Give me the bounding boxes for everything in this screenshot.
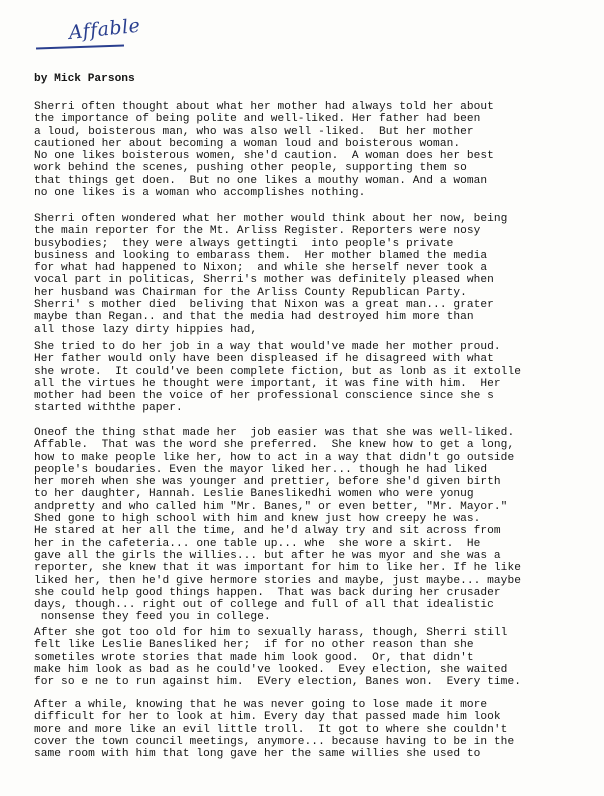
paragraph-3 xyxy=(34,341,594,415)
text-line: Oneof the thing sthat made her job easier was that she was well-liked. xyxy=(34,427,515,439)
text-line: mother had been the voice of her professional conscience since she s xyxy=(34,390,494,403)
text-line: vocal part in politicas, Sherri's mother was definitely pleased when xyxy=(34,274,494,287)
text-line: make him look as bad as he could've looked. Evey election, she waited xyxy=(34,663,508,676)
author-byline: by Mick Parsons xyxy=(34,73,135,85)
text-line: felt like Leslie Banesliked her; if for no other reason than she xyxy=(34,639,474,652)
paragraph-5 xyxy=(34,627,594,688)
text-line: how to make people like her, how to act in a way that didn't go outside xyxy=(34,451,515,464)
text-line: her husband was Chairman for the Arliss County Republican Party. xyxy=(34,286,467,299)
paragraph-1 xyxy=(34,101,594,199)
text-line: After a while, knowing that he was never going to lose made it more xyxy=(34,699,488,711)
text-line: cover the town council meetings, anymore... because having to be in the xyxy=(34,735,515,748)
text-line: for so e ne to run against him. EVery election, Banes won. Every time. xyxy=(34,676,521,689)
text-line: that things get doen. But no one likes a mouthy woman. And a woman xyxy=(34,174,488,187)
paragraph-6 xyxy=(34,699,594,760)
text-line: andpretty and who called him "Mr. Banes," or even better, "Mr. Mayor." xyxy=(34,500,508,513)
title-underline xyxy=(36,44,124,49)
text-line: sometiles wrote stories that made him look good. Or, that didn't xyxy=(34,651,474,664)
paragraph-2 xyxy=(34,213,594,336)
text-line: for what had happened to Nixon; and while she herself never took a xyxy=(34,262,488,275)
text-line: to her daughter, Hannah. Leslie Baneslikedhi women who were yonug xyxy=(34,488,474,501)
text-line: busybodies; they were always gettingti into people's private xyxy=(34,237,454,250)
text-line: started withthe paper. xyxy=(34,402,183,415)
text-line: all the virtues he thought were important, it was fine with him. Her xyxy=(34,377,501,390)
text-line: work behind the scenes, pushing other people, supporting them so xyxy=(34,162,467,175)
text-line: business and looking to embarass them. Her mother blamed the media xyxy=(34,249,488,262)
text-line: a loud, boisterous man, who was also well -liked. But her mother xyxy=(34,125,474,138)
text-line: the main reporter for the Mt. Arliss Register. Reporters were nosy xyxy=(34,225,481,238)
text-line: days, though... right out of college and full of all that idealistic xyxy=(34,599,494,612)
text-line: she wrote. It could've been complete fiction, but as lonb as it extolle xyxy=(34,365,521,378)
text-line: She tried to do her job in a way that would've made her mother proud. xyxy=(34,341,501,353)
text-line: more and more like an evil little troll. It got to where she couldn't xyxy=(34,723,508,736)
text-line: gave all the girls the willies... but after he was myor and she was a xyxy=(34,549,501,562)
text-line: difficult for her to look at him. Every day that passed made him look xyxy=(34,711,501,724)
paragraph-4 xyxy=(34,427,594,624)
text-line: her in the cafeteria... one table up... whe she wore a skirt. He xyxy=(34,537,481,550)
text-line: maybe than Regan.. and that the media had destroyed him more than xyxy=(34,311,474,324)
text-line: no one likes is a woman who accomplishes nothing. xyxy=(34,187,366,200)
text-line: Sherri often wondered what her mother would think about her now, being xyxy=(34,213,508,225)
text-line: Sherri' s mother died beliving that Nixon was a great man... grater xyxy=(34,299,494,312)
text-line: people's boudaries. Even the mayor liked her... though he had liked xyxy=(34,463,488,476)
text-line: After she got too old for him to sexually harass, though, Sherri still xyxy=(34,627,508,639)
text-line: Shed gone to high school with him and knew just how creepy he was. xyxy=(34,513,481,526)
text-line: He stared at her all the time, and he'd alway try and sit across from xyxy=(34,525,501,538)
text-line: the importance of being polite and well-liked. Her father had been xyxy=(34,113,481,126)
text-line: Affable. That was the word she preferred. She knew how to get a long, xyxy=(34,439,515,452)
text-line: same room with him that long gave her the same willies she used to xyxy=(34,748,481,761)
text-line: she could help good things happen. That was back during her crusader xyxy=(34,586,501,599)
text-line: liked her, then he'd give hermore stories and maybe, just maybe... maybe xyxy=(34,574,521,587)
text-line: cautioned her about becoming a woman loud and boisterous woman. xyxy=(34,137,461,150)
text-line: all those lazy dirty hippies had, xyxy=(34,323,258,336)
text-line: No one likes boisterous women, she'd caution. A woman does her best xyxy=(34,150,494,163)
text-line: reporter, she knew that it was important for him to like her. If he like xyxy=(34,562,521,575)
text-line: nonsense they feed you in college. xyxy=(34,611,271,624)
handwritten-title: Affable xyxy=(67,14,142,44)
text-line: Sherri often thought about what her mother had always told her about xyxy=(34,101,494,113)
text-line: Her father would only have been displeased if he disagreed with what xyxy=(34,353,494,366)
text-line: her moreh when she was younger and prettier, before she'd given birth xyxy=(34,476,501,489)
